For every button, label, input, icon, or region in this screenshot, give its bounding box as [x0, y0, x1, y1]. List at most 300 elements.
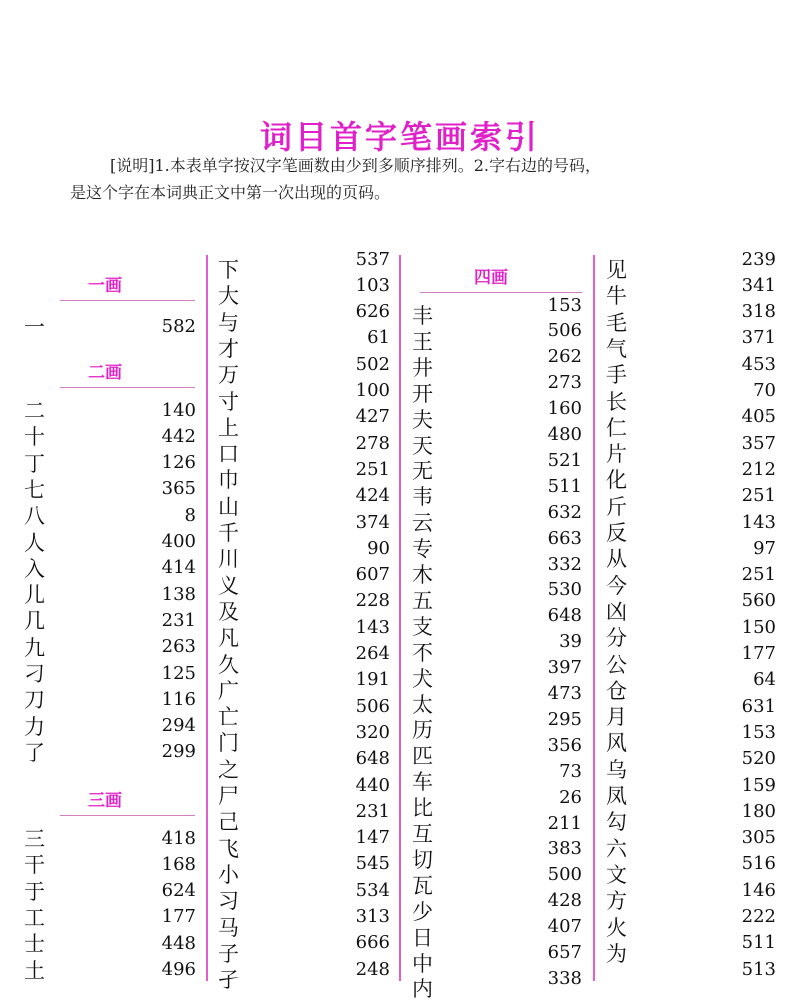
entry-page-number: 631 — [741, 695, 776, 717]
entry-character: 干 — [24, 853, 45, 878]
index-entry — [412, 294, 582, 328]
entry-character: 韦 — [412, 485, 433, 510]
entry-page-number: 251 — [355, 458, 390, 480]
index-entry — [412, 708, 582, 743]
index-entry — [412, 398, 582, 432]
index-entry — [606, 879, 776, 914]
index-entry — [218, 774, 390, 808]
index-entry — [24, 713, 196, 739]
index-entry — [412, 605, 582, 639]
index-entry — [24, 423, 196, 449]
entry-page-number: 338 — [547, 967, 582, 989]
entry-character: 匹 — [412, 744, 433, 769]
index-entry — [218, 932, 390, 966]
entry-page-number: 73 — [559, 760, 582, 782]
index-entry — [606, 721, 776, 756]
entry-page-number: 153 — [741, 721, 776, 743]
index-entry — [218, 248, 390, 282]
entry-character: 门 — [218, 731, 239, 756]
entry-page-number: 502 — [355, 353, 390, 375]
entry-page-number: 506 — [547, 320, 582, 342]
index-entry — [412, 449, 582, 484]
entry-character: 八 — [24, 504, 45, 529]
index-entry — [412, 864, 582, 898]
index-entry — [412, 475, 582, 510]
entry-character: 凡 — [218, 626, 239, 651]
entry-character: 气 — [606, 336, 627, 361]
entry-page-number: 61 — [367, 327, 390, 349]
index-entry — [412, 631, 582, 665]
section-header-two-stroke: 二画 — [88, 363, 122, 383]
entry-page-number: 356 — [547, 734, 582, 756]
index-entry — [24, 660, 196, 686]
entry-character: 井 — [412, 355, 433, 380]
entry-page-number: 211 — [547, 812, 582, 834]
entry-character: 之 — [218, 757, 239, 782]
entry-page-number: 371 — [741, 327, 776, 349]
index-entry — [24, 634, 196, 660]
entry-character: 川 — [218, 547, 239, 572]
entry-page-number: 397 — [547, 657, 582, 679]
entry-page-number: 607 — [355, 564, 390, 586]
entry-character: 千 — [218, 521, 239, 545]
index-entry — [218, 353, 390, 388]
entry-page-number: 520 — [741, 748, 776, 770]
entry-page-number: 511 — [741, 932, 776, 954]
entry-character: 中 — [412, 951, 433, 976]
entry-page-number: 663 — [547, 527, 582, 549]
entry-character: 工 — [24, 905, 45, 930]
entry-character: 刀 — [24, 688, 45, 713]
entry-page-number: 100 — [355, 380, 390, 401]
entry-character: 天 — [412, 433, 433, 458]
entry-character: 历 — [412, 718, 433, 743]
index-entry — [606, 406, 776, 440]
entry-character: 少 — [412, 899, 433, 924]
header-underline — [420, 292, 582, 293]
entry-page-number: 313 — [355, 906, 390, 927]
index-entry — [218, 380, 390, 414]
entry-page-number: 159 — [741, 774, 776, 796]
entry-character: 及 — [218, 599, 239, 624]
index-entry — [24, 686, 196, 712]
index-entry — [606, 248, 776, 282]
index-entry — [412, 967, 582, 1002]
entry-character: 犬 — [412, 666, 433, 691]
entry-character: 凤 — [606, 784, 627, 808]
index-entry — [412, 916, 582, 950]
index-entry — [24, 957, 196, 983]
index-entry — [218, 879, 390, 914]
entry-page-number: 295 — [547, 708, 582, 730]
entry-page-number: 537 — [355, 248, 390, 270]
entry-page-number: 126 — [161, 452, 196, 474]
index-entry — [412, 657, 582, 691]
entry-page-number: 138 — [161, 583, 196, 605]
entry-character: 子 — [218, 941, 239, 966]
entry-character: 力 — [24, 714, 45, 739]
entry-page-number: 442 — [161, 425, 196, 447]
index-entry — [606, 511, 776, 545]
entry-page-number: 648 — [547, 605, 582, 627]
entry-character: 上 — [218, 415, 239, 440]
entry-page-number: 262 — [547, 346, 582, 368]
index-entry — [24, 581, 196, 607]
entry-character: 无 — [412, 459, 433, 484]
index-entry — [218, 458, 390, 493]
entry-page-number: 496 — [161, 959, 196, 980]
entry-page-number: 231 — [161, 609, 196, 631]
entry-character: 长 — [606, 389, 627, 414]
index-entry — [606, 458, 776, 493]
entry-page-number: 332 — [547, 553, 582, 575]
entry-character: 风 — [606, 731, 627, 756]
entry-page-number: 506 — [355, 695, 390, 717]
entry-page-number: 341 — [741, 274, 776, 296]
entry-page-number: 513 — [741, 958, 776, 980]
entry-character: 小 — [218, 862, 239, 887]
entry-page-number: 530 — [547, 579, 582, 601]
entry-page-number: 521 — [547, 449, 582, 471]
entry-page-number: 97 — [753, 537, 776, 559]
entry-page-number: 264 — [355, 643, 390, 664]
index-entry — [218, 564, 390, 598]
entry-page-number: 500 — [547, 864, 582, 886]
entry-character: 手 — [606, 363, 627, 388]
index-entry — [412, 734, 582, 769]
entry-character: 土 — [24, 958, 45, 983]
entry-character: 支 — [412, 614, 433, 639]
entry-page-number: 473 — [547, 683, 582, 704]
entry-page-number: 414 — [161, 557, 196, 579]
index-entry — [412, 320, 582, 354]
index-entry — [218, 537, 390, 572]
index-entry — [412, 372, 582, 406]
index-entry — [606, 695, 776, 730]
entry-character: 月 — [606, 705, 627, 730]
entry-character: 片 — [606, 442, 627, 467]
entry-character: 于 — [24, 879, 45, 904]
entry-character: 十 — [24, 425, 45, 450]
entry-page-number: 278 — [355, 432, 390, 454]
entry-page-number: 428 — [547, 890, 582, 912]
entry-page-number: 453 — [741, 353, 776, 375]
page-title: 词目首字笔画索引 — [259, 118, 540, 156]
entry-page-number: 168 — [161, 853, 196, 875]
entry-character: 太 — [412, 692, 433, 717]
index-entry — [412, 890, 582, 924]
entry-character: 入 — [24, 556, 45, 581]
entry-page-number: 228 — [355, 590, 390, 612]
entry-page-number: 383 — [547, 838, 582, 860]
index-entry — [218, 590, 390, 624]
entry-page-number: 177 — [161, 906, 196, 928]
index-entry — [218, 406, 390, 440]
entry-page-number: 222 — [741, 906, 776, 927]
index-entry — [218, 485, 390, 519]
index-entry — [606, 932, 776, 966]
entry-character: 斤 — [606, 494, 627, 519]
entry-character: 勾 — [606, 810, 627, 835]
entry-character: 久 — [218, 652, 239, 677]
entry-character: 化 — [606, 468, 627, 493]
entry-page-number: 294 — [161, 715, 196, 737]
index-entry — [24, 904, 196, 930]
index-entry — [24, 313, 196, 339]
entry-page-number: 160 — [547, 398, 582, 420]
entry-character: 乌 — [606, 757, 627, 782]
entry-character: 寸 — [218, 389, 239, 414]
entry-page-number: 125 — [161, 662, 196, 684]
index-entry — [606, 327, 776, 361]
index-entry — [24, 450, 196, 476]
entry-page-number: 191 — [355, 669, 390, 691]
entry-character: 木 — [412, 563, 433, 587]
index-entry — [606, 380, 776, 414]
index-entry — [606, 774, 776, 808]
index-entry — [218, 432, 390, 467]
entry-page-number: 212 — [741, 458, 776, 480]
index-entry — [606, 432, 776, 467]
entry-character: 习 — [218, 889, 239, 914]
entry-page-number: 320 — [355, 721, 390, 743]
entry-character: 切 — [412, 847, 433, 872]
entry-page-number: 648 — [355, 748, 390, 770]
index-entry — [412, 683, 582, 717]
column-divider-1 — [206, 255, 208, 981]
entry-page-number: 632 — [547, 501, 582, 523]
index-entry — [24, 502, 196, 528]
index-entry — [606, 485, 776, 519]
index-entry — [218, 695, 390, 730]
index-entry — [412, 786, 582, 821]
index-entry — [412, 553, 582, 587]
index-entry — [24, 930, 196, 956]
entry-page-number: 305 — [741, 827, 776, 849]
entry-character: 下 — [218, 258, 239, 282]
entry-page-number: 480 — [547, 424, 582, 445]
index-entry — [412, 346, 582, 380]
section-header-four-stroke: 四画 — [474, 268, 508, 288]
index-entry — [24, 529, 196, 555]
entry-page-number: 427 — [355, 406, 390, 428]
index-entry — [606, 958, 776, 987]
index-entry — [606, 643, 776, 677]
entry-character: 内 — [412, 977, 433, 1002]
entry-page-number: 424 — [355, 485, 390, 507]
entry-page-number: 400 — [161, 531, 196, 552]
entry-character: 日 — [412, 925, 433, 950]
index-entry — [606, 827, 776, 861]
entry-page-number: 374 — [355, 511, 390, 533]
section-header-one-stroke: 一画 — [88, 276, 122, 296]
entry-character: 专 — [412, 537, 433, 562]
entry-character: 见 — [606, 258, 627, 282]
entry-character: 一 — [24, 315, 45, 339]
index-entry — [24, 825, 196, 851]
index-entry — [24, 397, 196, 423]
entry-page-number: 140 — [161, 399, 196, 421]
entry-character: 三 — [24, 827, 45, 851]
index-entry — [606, 590, 776, 624]
index-entry — [24, 607, 196, 633]
entry-page-number: 90 — [367, 537, 390, 559]
entry-character: 车 — [412, 770, 433, 795]
index-entry — [218, 327, 390, 361]
index-entry — [606, 800, 776, 835]
entry-character: 与 — [218, 310, 239, 335]
entry-page-number: 231 — [355, 800, 390, 822]
entry-character: 分 — [606, 626, 627, 651]
index-entry — [218, 800, 390, 835]
entry-character: 不 — [412, 640, 433, 665]
entry-page-number: 657 — [547, 942, 582, 963]
entry-character: 亡 — [218, 705, 239, 730]
index-entry — [24, 555, 196, 581]
entry-page-number: 624 — [161, 880, 196, 902]
index-entry — [606, 301, 776, 335]
entry-page-number: 103 — [355, 274, 390, 296]
index-entry — [606, 853, 776, 887]
index-entry — [606, 564, 776, 598]
entry-page-number: 666 — [355, 932, 390, 954]
entry-character: 人 — [24, 530, 45, 555]
entry-page-number: 365 — [161, 478, 196, 500]
entry-page-number: 516 — [741, 853, 776, 875]
column-divider-2 — [399, 255, 401, 981]
entry-page-number: 150 — [741, 616, 776, 638]
index-entry — [218, 906, 390, 940]
note-line-1: [说明]1.本表单字按汉字笔画数由少到多顺序排列。2.字右边的号码， — [110, 156, 602, 175]
entry-character: 刁 — [24, 662, 45, 686]
entry-page-number: 560 — [741, 590, 776, 612]
entry-page-number: 318 — [741, 301, 776, 323]
entry-page-number: 626 — [355, 301, 390, 323]
entry-page-number: 263 — [161, 636, 196, 658]
entry-page-number: 545 — [355, 853, 390, 875]
index-entry — [218, 721, 390, 756]
index-entry — [412, 527, 582, 562]
index-entry — [412, 812, 582, 846]
index-entry — [218, 748, 390, 782]
entry-character: 今 — [606, 573, 627, 598]
entry-page-number: 440 — [355, 774, 390, 796]
index-entry — [606, 537, 776, 572]
index-entry — [218, 643, 390, 677]
entry-character: 才 — [218, 336, 239, 361]
index-entry — [606, 274, 776, 309]
entry-character: 丰 — [412, 304, 433, 328]
entry-character: 文 — [606, 862, 627, 887]
entry-character: 义 — [218, 573, 239, 598]
entry-character: 方 — [606, 889, 627, 914]
entry-character: 万 — [218, 363, 239, 388]
explanation-note — [70, 152, 770, 206]
entry-character: 牛 — [606, 284, 627, 309]
entry-character: 比 — [412, 796, 433, 821]
index-entry — [218, 669, 390, 703]
index-entry — [218, 958, 390, 993]
entry-character: 己 — [218, 810, 239, 835]
entry-character: 凶 — [606, 599, 627, 624]
entry-page-number: 153 — [547, 294, 582, 316]
entry-character: 为 — [606, 941, 627, 966]
entry-page-number: 418 — [161, 827, 196, 849]
entry-character: 毛 — [606, 310, 627, 335]
index-entry — [606, 669, 776, 703]
index-entry — [606, 353, 776, 388]
entry-character: 士 — [24, 932, 45, 957]
entry-page-number: 511 — [547, 475, 582, 497]
index-entry — [412, 942, 582, 976]
index-entry — [412, 838, 582, 872]
index-entry — [412, 501, 582, 536]
entry-character: 公 — [606, 652, 627, 677]
entry-character: 九 — [24, 635, 45, 660]
entry-character: 二 — [24, 399, 45, 423]
entry-page-number: 146 — [741, 879, 776, 901]
entry-character: 从 — [606, 547, 627, 572]
entry-page-number: 251 — [741, 485, 776, 507]
entry-page-number: 251 — [741, 564, 776, 586]
note-line-2: 是这个字在本词典正文中第一次出现的页码。 — [70, 183, 391, 202]
entry-character: 七 — [24, 477, 45, 502]
entry-character: 孑 — [218, 968, 239, 993]
entry-character: 山 — [218, 494, 239, 519]
entry-page-number: 26 — [559, 786, 582, 808]
index-entry — [24, 476, 196, 502]
entry-page-number: 357 — [741, 432, 776, 454]
entry-character: 尸 — [218, 784, 239, 808]
index-entry — [218, 301, 390, 335]
entry-page-number: 239 — [741, 248, 776, 270]
entry-character: 丁 — [24, 451, 45, 476]
index-entry — [412, 760, 582, 795]
entry-page-number: 407 — [547, 916, 582, 938]
index-entry — [218, 853, 390, 887]
entry-page-number: 405 — [741, 406, 776, 428]
entry-character: 儿 — [24, 583, 45, 608]
index-entry — [218, 511, 390, 545]
index-entry — [24, 739, 196, 765]
entry-page-number: 116 — [161, 688, 196, 710]
entry-character: 开 — [412, 381, 433, 406]
column-divider-3 — [593, 255, 595, 981]
entry-character: 互 — [412, 822, 433, 846]
entry-character: 六 — [606, 836, 627, 861]
index-entry — [606, 906, 776, 940]
entry-character: 飞 — [218, 836, 239, 861]
entry-character: 瓦 — [412, 873, 433, 898]
entry-character: 大 — [218, 284, 239, 309]
entry-character: 了 — [24, 740, 45, 765]
entry-page-number: 8 — [184, 504, 196, 526]
entry-page-number: 64 — [753, 669, 776, 691]
entry-character: 口 — [218, 442, 239, 467]
entry-character: 火 — [606, 915, 627, 940]
entry-page-number: 248 — [355, 958, 390, 980]
entry-character: 王 — [412, 329, 433, 354]
entry-page-number: 177 — [741, 643, 776, 664]
entry-character: 仁 — [606, 415, 627, 440]
entry-page-number: 582 — [161, 315, 196, 337]
entry-character: 反 — [606, 521, 627, 545]
entry-page-number: 180 — [741, 800, 776, 822]
entry-page-number: 534 — [355, 879, 390, 901]
entry-character: 云 — [412, 511, 433, 536]
entry-page-number: 143 — [741, 511, 776, 533]
entry-page-number: 70 — [753, 380, 776, 401]
